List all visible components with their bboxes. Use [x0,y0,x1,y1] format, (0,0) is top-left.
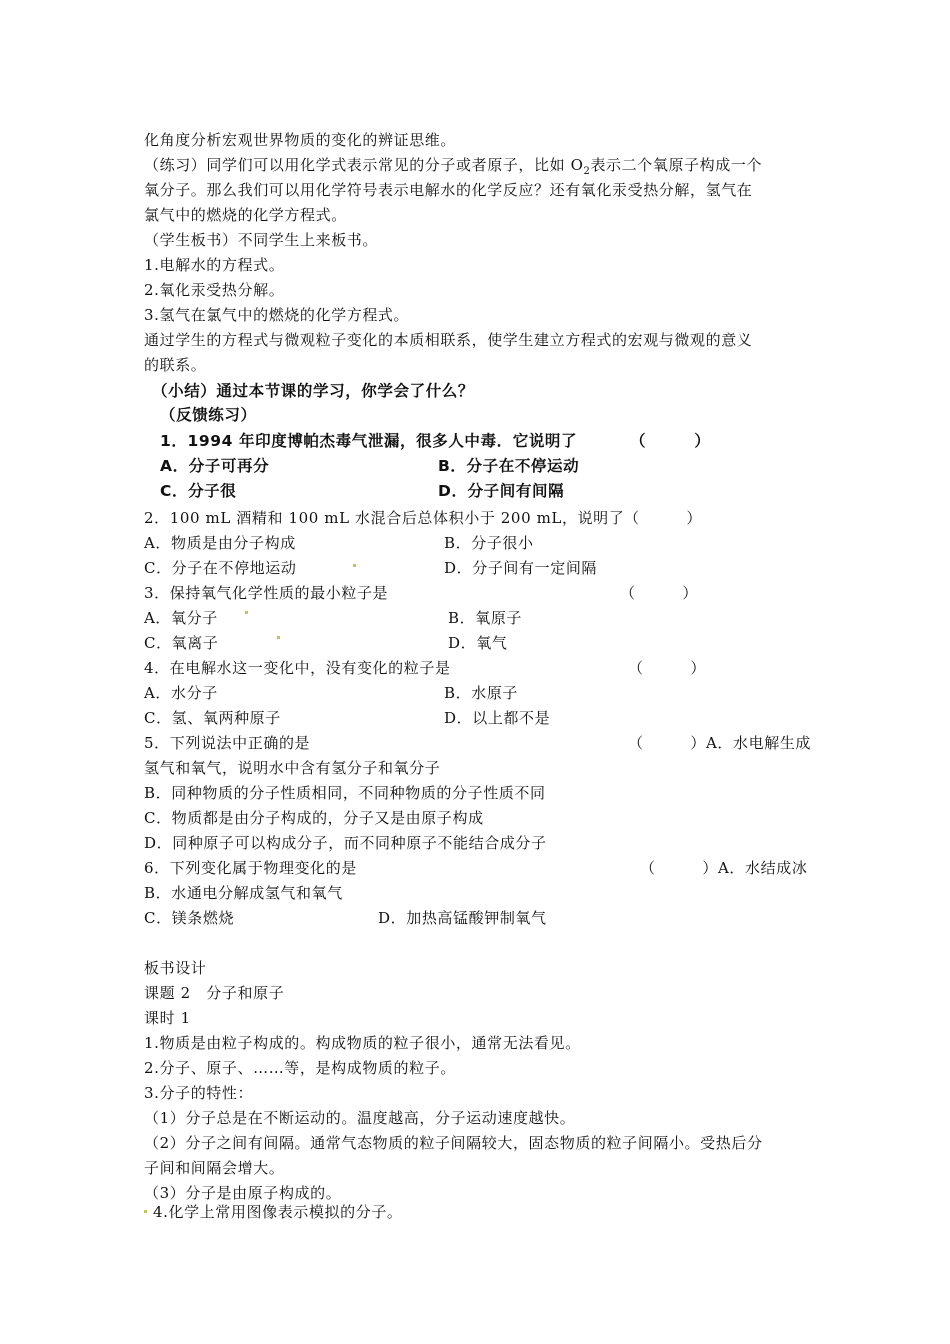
q1-paren: （ ） [630,432,711,450]
q3-option-b: B．氧原子 [448,609,523,627]
q4-option-a: A．水分子 [144,684,218,702]
task-item-1: 1.电解水的方程式。 [144,256,285,274]
q2-option-d: D．分子间有一定间隔 [444,559,598,577]
q1-option-d: D．分子间有间隔 [438,482,565,500]
q4-option-b: B．水原子 [444,684,519,702]
board-point-2: 2.分子、原子、……等，是构成物质的粒子。 [144,1059,456,1077]
board-topic: 课题 2 分子和原子 [144,984,285,1002]
q6-option-d: D．加热高锰酸钾制氧气 [378,909,547,927]
q4-option-c: C．氢、氧两种原子 [144,709,281,727]
practice-text-b: 表示二个氧原子构成一个 [590,156,763,174]
feedback-title: （反馈练习） [160,406,257,424]
q2-stem: 2．100 mL 酒精和 100 mL 水混合后总体积小于 200 mL，说明了 [144,509,625,527]
practice-text-a: （练习）同学们可以用化学式表示常见的分子或者原子，比如 O [144,156,584,174]
practice-line [144,155,762,182]
board-point-3: 3.分子的特性： [144,1084,254,1102]
speck-mark [245,611,248,614]
q1-option-a: A．分子可再分 [160,457,270,475]
q4-option-d: D．以上都不是 [444,709,551,727]
q2-option-a: A．物质是由分子构成 [144,534,296,552]
intro-line: 化角度分析宏观世界物质的变化的辨证思维。 [144,131,457,149]
q6-option-c: C．镁条燃烧 [144,909,235,927]
practice-line-3: 氯气中的燃烧的化学方程式。 [144,206,347,224]
q1-option-c: C．分子很 [160,482,237,500]
q5-option-b: B．同种物质的分子性质相同，不同种物质的分子性质不同 [144,784,546,802]
practice-subscript: 2 [583,166,591,177]
q1-stem: 1．1994 年印度博帕杰毒气泄漏，很多人中毒．它说明了 [160,432,578,450]
board-point-4: 4.化学上常用图像表示模拟的分子。 [153,1203,403,1221]
q3-option-c: C．氧离子 [144,634,219,652]
board-point-3c: （3）分子是由原子构成的。 [144,1184,342,1202]
board-title: 板书设计 [144,959,207,977]
speck-mark [144,1210,147,1213]
board-point-3a: （1）分子总是在不断运动的。温度越高，分子运动速度越快。 [144,1109,576,1127]
speck-mark [277,636,280,639]
q5-option-a-cont: 氢气和氧气，说明水中含有氢分子和氧分子 [144,759,441,777]
q5-paren-option-a: （ ）A．水电解生成 [628,734,812,752]
q6-option-b: B．水通电分解成氢气和氧气 [144,884,343,902]
practice-line-2: 氧分子。那么我们可以用化学符号表示电解水的化学反应？还有氧化汞受热分解，氢气在 [144,181,753,199]
task-item-3: 3.氢气在氯气中的燃烧的化学方程式。 [144,306,410,324]
q3-paren: （ ） [620,584,699,602]
q2-option-c: C．分子在不停地运动 [144,559,297,577]
q1-option-b: B．分子在不停运动 [438,457,580,475]
board-point-1: 1.物质是由粒子构成的。构成物质的粒子很小，通常无法看见。 [144,1034,581,1052]
q2-paren: （ ） [624,509,703,527]
link-line-1: 通过学生的方程式与微观粒子变化的本质相联系，使学生建立方程式的宏观与微观的意义 [144,331,753,349]
q3-stem: 3．保持氧气化学性质的最小粒子是 [144,584,389,602]
board-point-3b: （2）分子之间有间隔。通常气态物质的粒子间隔较大，固态物质的粒子间隔小。受热后分 [144,1134,763,1152]
summary-line: （小结）通过本节课的学习，你学会了什么？ [152,382,475,400]
q6-stem: 6．下列变化属于物理变化的是 [144,859,357,877]
board-period: 课时 1 [144,1009,191,1027]
board-point-3b-cont: 子间和间隔会增大。 [144,1159,285,1177]
speck-mark [353,564,356,567]
q3-option-d: D．氧气 [448,634,508,652]
q4-stem: 4．在电解水这一变化中，没有变化的粒子是 [144,659,451,677]
board-task-line: （学生板书）不同学生上来板书。 [144,231,379,249]
q5-option-d: D．同种原子可以构成分子，而不同种原子不能结合成分子 [144,834,547,852]
q5-stem: 5．下列说法中正确的是 [144,734,311,752]
link-line-2: 的联系。 [144,356,207,374]
q3-option-a: A．氧分子 [144,609,218,627]
task-item-2: 2.氧化汞受热分解。 [144,281,285,299]
q4-paren: （ ） [628,659,707,677]
q5-option-c: C．物质都是由分子构成的，分子又是由原子构成 [144,809,484,827]
q6-paren-option-a: （ ）A．水结成冰 [640,859,808,877]
q2-option-b: B．分子很小 [444,534,534,552]
